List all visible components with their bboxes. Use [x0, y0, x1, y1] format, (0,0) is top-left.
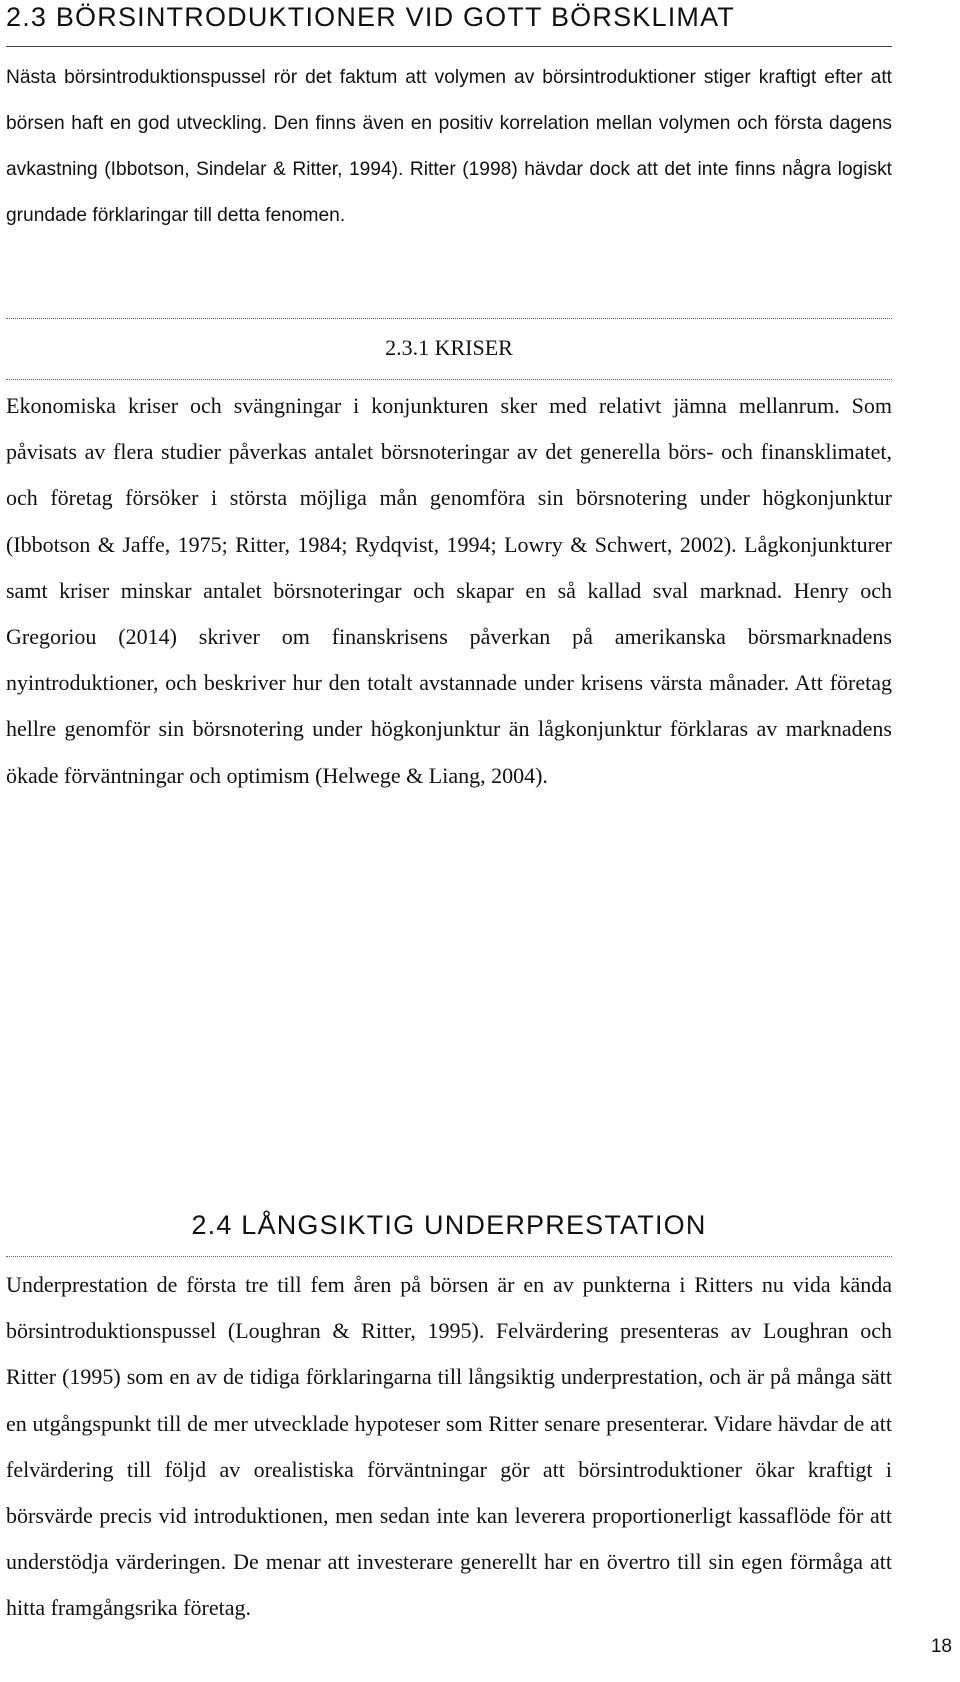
subheading-top-rule	[6, 318, 892, 319]
section-heading-2-3: 2.3 BÖRSINTRODUKTIONER VID GOTT BÖRSKLIMAT	[6, 2, 735, 32]
paragraph-underprestation: Underprestation de första tre till fem åren på börsen är en av punkterna i Ritters nu vida kända börsintroduktionspussel (Loughran & Ritter, 1995). Felvärdering presenteras av Loughran och Ritter (1995) som en av de tidiga förklaringarna till långsiktig underprestation, och är på många sätt en utgångspunkt till de mer utvecklade hypoteser som Ritter senare presenterar. Vidare hävdar de att felvärdering till följd av orealistiska förväntningar gör att börsintroduktioner ökar kraftigt i börsvärde precis vid introduktionen, men sedan inte kan leverera proportionerligt kassaflöde för att understödja värderingen. De menar att investerare generellt har en övertro till sin egen förmåga att hitta framgångsrika företag.	[6, 1272, 892, 1621]
heading-underline	[6, 46, 892, 47]
subheading-bottom-rule	[6, 379, 892, 380]
section-heading-2-4: 2.4 LÅNGSIKTIG UNDERPRESTATION	[191, 1210, 707, 1240]
paragraph-borsklimat: Nästa börsintroduktionspussel rör det faktum att volymen av börsintroduktioner stiger kraftigt efter att börsen haft en god utveckling. Den finns även en positiv korrelation mellan volymen och första dagens avkastning (Ibbotson, Sindelar & Ritter, 1994). Ritter (1998) hävdar dock att det inte finns några logiskt grundade förklaringar till detta fenomen.	[6, 67, 892, 226]
page-number: 18	[930, 1636, 952, 1657]
paragraph-kriser: Ekonomiska kriser och svängningar i konjunkturen sker med relativt jämna mellanrum. Som påvisats av flera studier påverkas antalet börsnoteringar av det generella börs- och finansklimatet, och företag försöker i största möjliga mån genomföra sin börsnotering under högkonjunktur (Ibbotson & Jaffe, 1975; Ritter, 1984; Rydqvist, 1994; Lowry & Schwert, 2002). Lågkonjunkturer samt kriser minskar antalet börsnoteringar och skapar en så kallad sval marknad. Henry och Gregoriou (2014) skriver om finanskrisens påverkan på amerikanska börsmarknadens nyintroduktioner, och beskriver hur den totalt avstannade under krisens värsta månader. Att företag hellre genomför sin börsnotering under högkonjunktur än lågkonjunktur förklaras av marknadens ökade förväntningar och optimism (Helwege & Liang, 2004).	[6, 393, 892, 788]
heading-underline	[6, 1256, 892, 1257]
subsection-heading-kriser: 2.3.1 KRISER	[385, 335, 513, 360]
